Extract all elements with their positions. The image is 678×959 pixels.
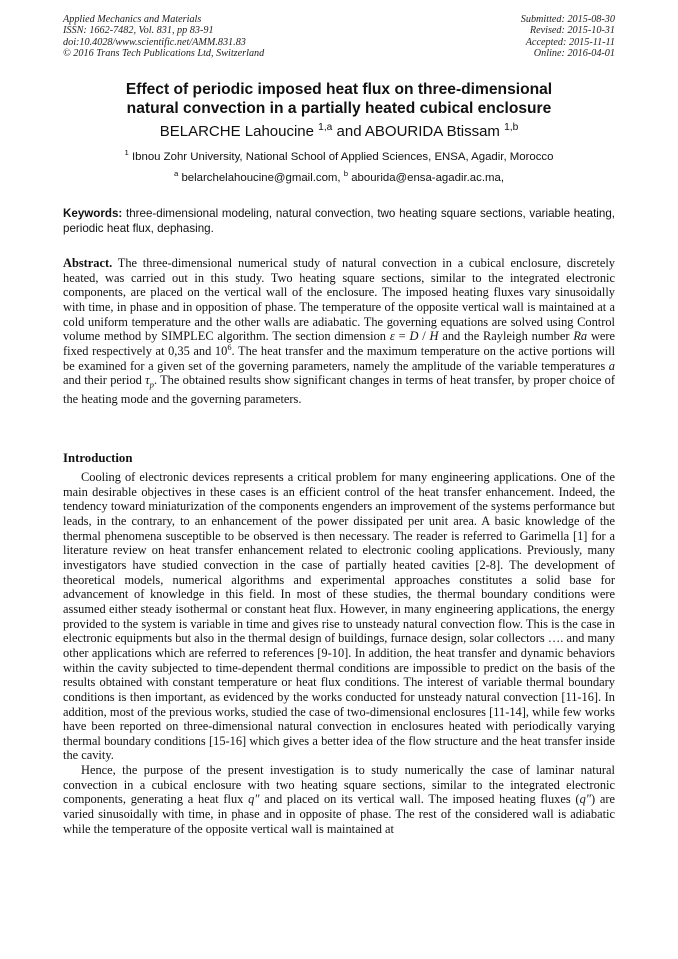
title-line-1: Effect of periodic imposed heat flux on three-dimensional bbox=[125, 81, 553, 98]
abstract-text-3: were fixed respectively at 0,35 and 10 bbox=[63, 329, 616, 358]
symbol-q-flux-2: q" bbox=[579, 792, 591, 807]
abstract-text-6: . The obtained results show significant changes in terms of heat transfer, by proper choice of the heating mode and the governing parameters. bbox=[63, 373, 615, 407]
author-2: ABOURIDA Btissam bbox=[364, 123, 505, 140]
affiliation-text: Ibnou Zohr University, National School of Applied Sciences, ENSA, Agadir, Morocco bbox=[128, 151, 554, 163]
author-list bbox=[63, 123, 615, 141]
journal-copyright: © 2016 Trans Tech Publications Ltd, Switzerland bbox=[63, 48, 265, 60]
exponent-6: 6 bbox=[227, 341, 232, 352]
email-a: belarchelahoucine@gmail.com, bbox=[178, 172, 344, 184]
intro-paragraph-1: Cooling of electronic devices represents a critical problem for many engineering applications. One of the main desirable objectives in these cases is an efficient control of the heat transfer enhancement. Indeed, the tendency toward miniaturization of the components engenders an improvement of the systems performance but leads, in the contrary, to an enhancement of the power dissipated per unit area. A basic knowledge of the thermal phenomena susceptible to be observed is then necessary. The reader is referred to Garimella [1] for a literature review on heat transfer enhancement related to electronic cooling applications. Previously, many investigators have studied convection in the case of partially heated cavities [2-8]. The development of theoretical models, numerical algorithms and experimental approaches constitutes a solid base for advancement of knowledge in this field. In most of these studies, the thermal boundary conditions were assumed either steady isothermal or constant heat flux. However, in many engineering applications, the energy provided to the system is variable in time and gives rise to unsteady natural convection flow. This is the case in electronic equipments but also in the thermal design of buildings, furnace design, solar collectors …. and many other applications which are referred to references [9-10]. In addition, the heat transfer and dynamic behaviors within the cavity subjected to time-dependent thermal conditions are impossible to predict on the basis of the results obtained with constant temperature or heat flux conditions. The interest of variable thermal boundary conditions is then important, as evidenced by the works conducted for unsteady natural convection [11-16]. In addition, most of the previous works, studied the case of two-dimensional enclosures [11-14], while few works have been reported on three-dimensional natural convection in enclosures heated with periodically varying thermal boundary conditions [15-16] which gives a better idea of the flow structure and the heat transfer inside the cavity. bbox=[63, 470, 615, 763]
symbol-h: H bbox=[429, 329, 439, 344]
abstract-text-2: and the Rayleigh number bbox=[438, 329, 574, 344]
intro-p2-text-2: and placed on its vertical wall. The imposed heating fluxes ( bbox=[259, 792, 580, 807]
eq-equals: = bbox=[394, 329, 410, 344]
section-heading-introduction: Introduction bbox=[63, 451, 133, 465]
title-line-2: natural convection in a partially heated cubical enclosure bbox=[126, 99, 552, 117]
abstract-text-1: The three-dimensional numerical study of natural convection in a cubical enclosure, discretely heated, was carried out in this study. Two heating square sections, similar to the integrated electronic components, are placed on the vertical wall of the enclosure. The imposed heating fluxes vary sinusoidally with time, in phase and in opposition of phase. The temperature of the opposite vertical wall is maintained at a cold uniform temperature and the other walls are adiabatic. The governing equations are solved using Control volume method by SIMPLEC algorithm. The section dimension bbox=[63, 256, 615, 344]
intro-p2-text-3: ) are varied sinusoidally with time, in phase and in opposite of phase. The rest of the considered wall is adiabatic while the temperature of the opposite vertical wall is maintained at bbox=[63, 792, 615, 836]
author-emails bbox=[63, 171, 615, 185]
symbol-tau-sub: p bbox=[149, 379, 154, 390]
symbol-d: D bbox=[409, 329, 419, 344]
author-2-affil: 1,b bbox=[504, 122, 519, 133]
journal-header bbox=[63, 14, 264, 60]
keywords bbox=[63, 206, 615, 236]
date-revised: Revised: 2015-10-31 bbox=[529, 25, 615, 37]
journal-name: Applied Mechanics and Materials bbox=[63, 14, 202, 25]
keywords-text: three-dimensional modeling, natural convection, two heating square sections, variable heating, periodic heat flux, dephasing. bbox=[63, 207, 615, 235]
affiliation bbox=[63, 150, 615, 164]
eq-slash: / bbox=[418, 329, 430, 344]
date-accepted: Accepted: 2015-11-11 bbox=[525, 36, 615, 48]
email-a-marker: a bbox=[174, 169, 179, 179]
author-connector: and bbox=[332, 123, 365, 140]
intro-paragraph-2 bbox=[63, 763, 615, 836]
introduction-body bbox=[63, 470, 615, 836]
keywords-label: Keywords: bbox=[63, 207, 123, 220]
symbol-tau: τ bbox=[145, 373, 150, 388]
author-1: BELARCHE Lahoucine bbox=[159, 123, 319, 140]
paper-title bbox=[63, 81, 615, 118]
date-submitted: Submitted: 2015-08-30 bbox=[520, 14, 615, 25]
date-online: Online: 2016-04-01 bbox=[533, 48, 615, 60]
symbol-ra: Ra bbox=[573, 329, 588, 344]
journal-issn: ISSN: 1662-7482, Vol. 831, pp 83-91 bbox=[63, 25, 214, 37]
symbol-a: a bbox=[608, 358, 615, 373]
abstract bbox=[63, 256, 615, 407]
symbol-epsilon: ε bbox=[389, 329, 395, 344]
journal-doi: doi:10.4028/www.scientific.net/AMM.831.83 bbox=[63, 36, 246, 48]
abstract-text-5: and their period bbox=[63, 373, 146, 388]
intro-p2-text-1: Hence, the purpose of the present investigation is to study numerically the case of laminar natural convection in a cubical enclosure with two heating square sections, similar to the integrated electronic components, generating a heat flux bbox=[63, 763, 615, 807]
author-1-affil: 1,a bbox=[318, 122, 333, 133]
dates-header bbox=[521, 14, 615, 60]
email-b: abourida@ensa-agadir.ac.ma, bbox=[348, 172, 504, 184]
affiliation-number: 1 bbox=[124, 148, 129, 158]
symbol-q-flux: q" bbox=[248, 792, 260, 807]
abstract-text-4: . The heat transfer and the maximum temperature on the active portions will be examined for a given set of the governing parameters, namely the amplitude of the variable temperatures bbox=[63, 343, 616, 373]
email-b-marker: b bbox=[343, 169, 349, 179]
abstract-label: Abstract. bbox=[63, 256, 113, 270]
